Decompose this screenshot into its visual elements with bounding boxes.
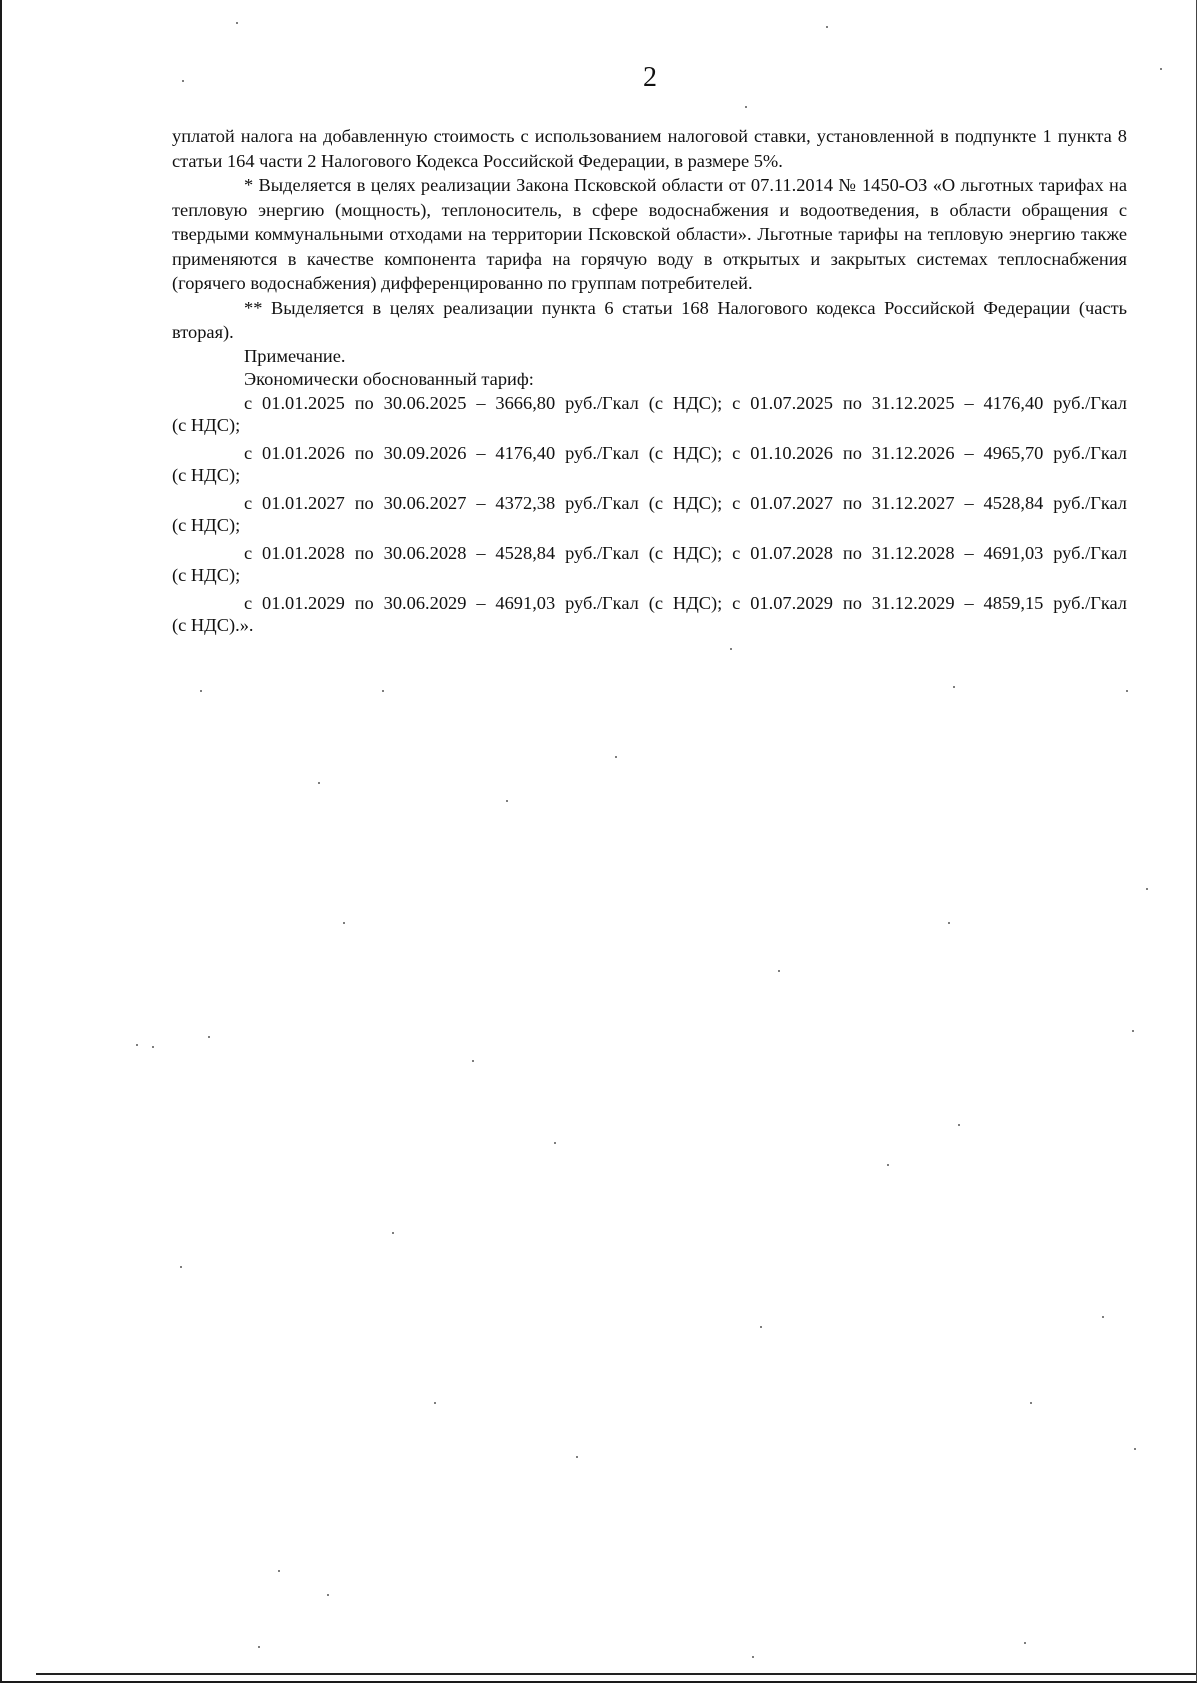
scan-speck <box>778 970 780 972</box>
tariff-label: Экономически обоснованный тариф: <box>244 369 534 390</box>
scan-speck <box>948 922 950 924</box>
scan-speck <box>1030 1402 1032 1404</box>
document-body <box>172 124 1127 642</box>
page-number: 2 <box>643 62 657 93</box>
scan-speck <box>615 756 617 758</box>
tariff-vat-suffix: (с НДС); <box>172 414 241 435</box>
scan-speck <box>343 922 345 924</box>
tariff-period-line: с 01.01.2025 по 30.06.2025 – 3666,80 руб./Гкал (с НДС); с 01.07.2025 по 31.12.2025 – 4176,40 руб./Гкал <box>244 392 1127 413</box>
tariff-vat-suffix: (с НДС).». <box>172 614 254 635</box>
tariff-period-line: с 01.01.2028 по 30.06.2028 – 4528,84 руб./Гкал (с НДС); с 01.07.2028 по 31.12.2028 – 4691,03 руб./Гкал <box>244 542 1127 563</box>
scan-speck <box>576 1456 578 1458</box>
scan-speck <box>327 1594 329 1596</box>
footnote-single-star: * Выделяется в целях реализации Закона Псковской области от 07.11.2014 № 1450-ОЗ «О льготных тарифах на тепловую энергию (мощность), теплоноситель, в сфере водоснабжения и водоотведения, в области обращения с твердыми коммунальными отходами на территории Псковской области». Льготные тарифы на тепловую энергию также применяются в качестве компонента тарифа на горячую воду в открытых и закрытых системах теплоснабжения (горячего водоснабжения) дифференцированно по группам потребителей. <box>172 175 1127 293</box>
tariff-period-line: с 01.01.2027 по 30.06.2027 – 4372,38 руб./Гкал (с НДС); с 01.07.2027 по 31.12.2027 – 4528,84 руб./Гкал <box>244 492 1127 513</box>
note-label: Примечание. <box>244 345 346 366</box>
scan-speck <box>1102 1316 1104 1318</box>
tariff-row <box>172 542 1127 586</box>
scan-speck <box>1160 68 1162 70</box>
scan-speck <box>392 1232 394 1234</box>
scan-speck <box>152 1046 154 1048</box>
scan-speck <box>953 686 955 688</box>
scan-speck <box>1146 888 1148 890</box>
paragraph-vat-rate: уплатой налога на добавленную стоимость с использованием налоговой ставки, установленной в подпункте 1 пункта 8 статьи 164 части 2 Налогового Кодекса Российской Федерации, в размере 5%. <box>172 126 1127 171</box>
scan-speck <box>1024 1642 1026 1644</box>
scan-speck <box>278 1570 280 1572</box>
tariff-row <box>172 592 1127 636</box>
scan-speck <box>745 106 747 108</box>
scan-speck <box>472 1060 474 1062</box>
tariff-vat-suffix: (с НДС); <box>172 564 241 585</box>
scan-speck <box>236 22 238 24</box>
scan-speck <box>506 800 508 802</box>
scan-speck <box>182 80 184 82</box>
scan-speck <box>208 1036 210 1038</box>
tariff-row <box>172 392 1127 436</box>
scan-speck <box>730 648 732 650</box>
bottom-border-line <box>36 1673 1196 1675</box>
scan-speck <box>554 1142 556 1144</box>
footnote-double-star: ** Выделяется в целях реализации пункта 6 статьи 168 Налогового кодекса Российской Федерации (часть вторая). <box>172 297 1127 342</box>
scan-speck <box>752 1656 754 1658</box>
tariff-vat-suffix: (с НДС); <box>172 514 241 535</box>
scan-speck <box>434 1402 436 1404</box>
tariff-row <box>172 492 1127 536</box>
scan-speck <box>200 690 202 692</box>
scan-speck <box>318 782 320 784</box>
tariff-vat-suffix: (с НДС); <box>172 464 241 485</box>
scan-speck <box>136 1044 138 1046</box>
scan-speck <box>760 1326 762 1328</box>
scan-speck <box>258 1646 260 1648</box>
tariff-period-line: с 01.01.2026 по 30.09.2026 – 4176,40 руб./Гкал (с НДС); с 01.10.2026 по 31.12.2026 – 4965,70 руб./Гкал <box>244 442 1127 463</box>
scan-speck <box>1126 690 1128 692</box>
scan-speck <box>382 690 384 692</box>
tariff-row <box>172 442 1127 486</box>
scan-speck <box>1132 1030 1134 1032</box>
scan-speck <box>826 26 828 28</box>
scan-speck <box>1134 1448 1136 1450</box>
tariff-period-line: с 01.01.2029 по 30.06.2029 – 4691,03 руб./Гкал (с НДС); с 01.07.2029 по 31.12.2029 – 4859,15 руб./Гкал <box>244 592 1127 613</box>
scan-speck <box>887 1164 889 1166</box>
scan-speck <box>958 1124 960 1126</box>
scan-speck <box>180 1266 182 1268</box>
